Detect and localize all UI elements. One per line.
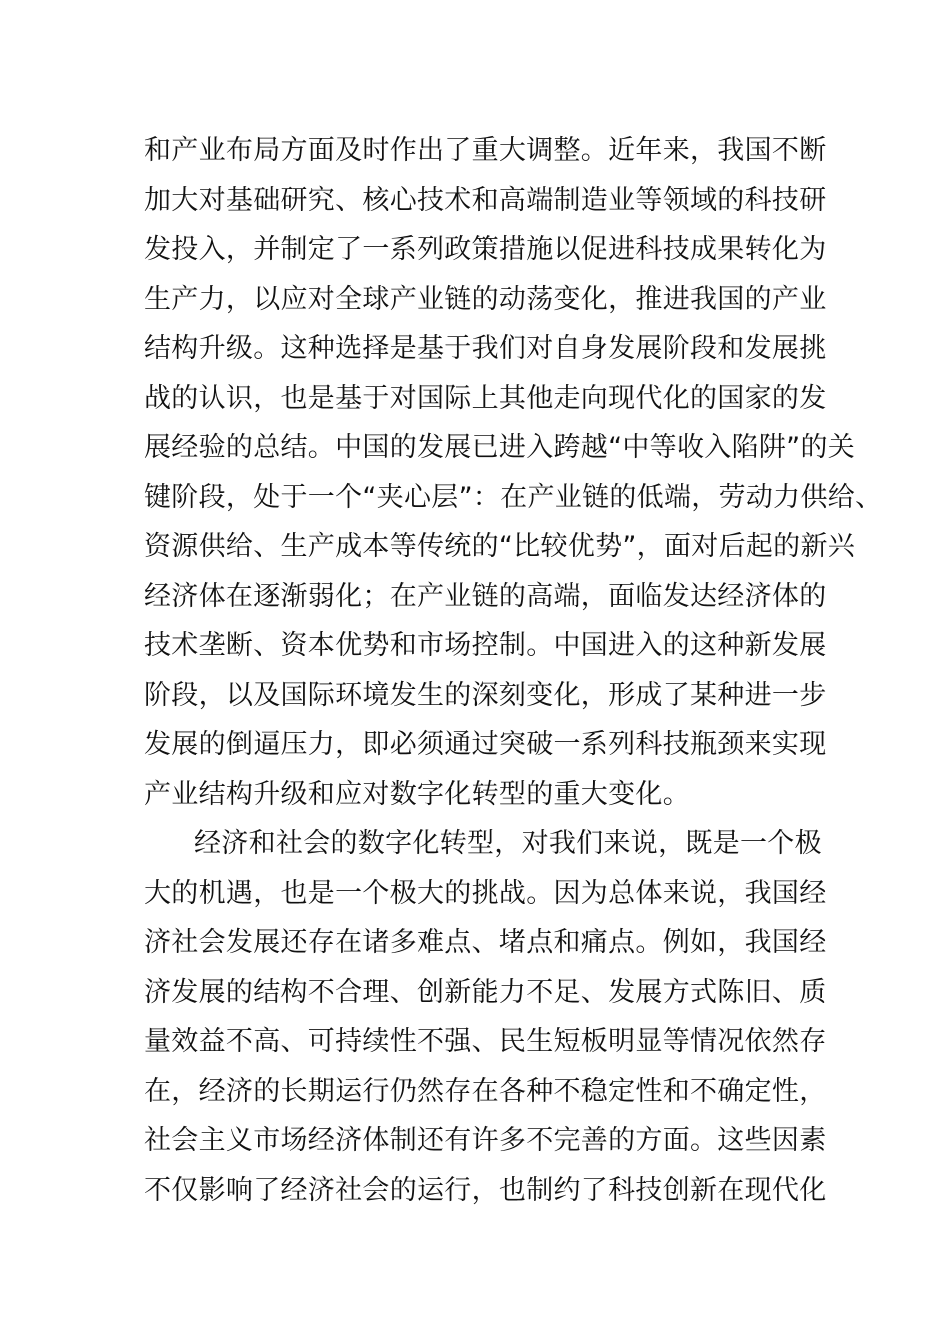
body-text (144, 126, 883, 1215)
text-line: 键阶段，处于一个“夹心层”：在产业链的低端，劳动力供给、 (144, 481, 883, 513)
text-line: 经济体在逐渐弱化；在产业链的高端，面临发达经济体的 (144, 580, 827, 612)
paragraph-2 (144, 819, 834, 1215)
text-line: 经济和社会的数字化转型，对我们来说，既是一个极 (194, 828, 822, 859)
text-line: 产业结构升级和应对数字化转型的重大变化。 (144, 778, 690, 810)
text-line: 在，经济的长期运行仍然存在各种不稳定性和不确定性， (144, 1075, 827, 1107)
text-line: 结构升级。这种选择是基于我们对自身发展阶段和发展挑 (144, 333, 827, 364)
text-line: 战的认识，也是基于对国际上其他走向现代化的国家的发 (144, 382, 827, 414)
text-line: 资源供给、生产成本等传统的“比较优势”，面对后起的新兴 (144, 531, 856, 562)
text-line: 社会主义市场经济体制还有许多不完善的方面。这些因素 (144, 1125, 827, 1156)
text-line: 济发展的结构不合理、创新能力不足、发展方式陈旧、质 (144, 976, 827, 1008)
text-line: 发展的倒逼压力，即必须通过突破一系列科技瓶颈来实现 (144, 729, 827, 760)
text-line: 发投入，并制定了一系列政策措施以促进科技成果转化为 (144, 234, 827, 265)
text-line: 不仅影响了经济社会的运行，也制约了科技创新在现代化 (144, 1174, 827, 1206)
text-line: 技术垄断、资本优势和市场控制。中国进入的这种新发展 (144, 630, 827, 661)
text-line: 大的机遇，也是一个极大的挑战。因为总体来说，我国经 (144, 877, 827, 909)
paragraph-1 (144, 126, 883, 819)
text-line: 加大对基础研究、核心技术和高端制造业等领域的科技研 (144, 184, 827, 216)
text-line: 生产力，以应对全球产业链的动荡变化，推进我国的产业 (144, 283, 827, 315)
text-line: 和产业布局方面及时作出了重大调整。近年来，我国不断 (144, 135, 827, 166)
text-line: 量效益不高、可持续性不强、民生短板明显等情况依然存 (144, 1026, 827, 1057)
text-line: 展经验的总结。中国的发展已进入跨越“中等收入陷阱”的关 (144, 432, 856, 463)
text-line: 阶段，以及国际环境发生的深刻变化，形成了某种进一步 (144, 679, 827, 711)
text-line: 济社会发展还存在诸多难点、堵点和痛点。例如，我国经 (144, 927, 827, 958)
